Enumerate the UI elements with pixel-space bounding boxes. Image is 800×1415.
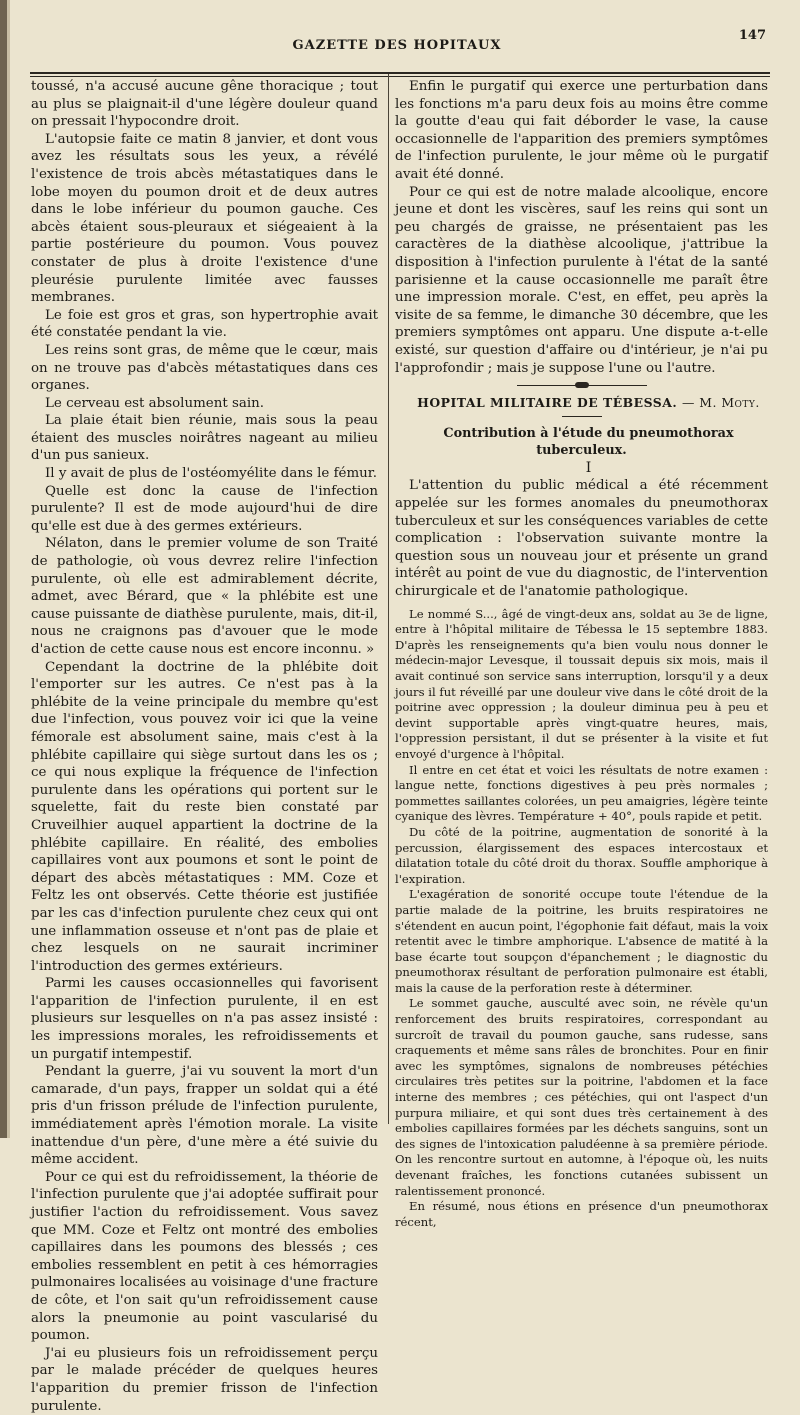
paragraph: En résumé, nous étions en présence d'un pneumothorax récent, <box>395 1199 768 1229</box>
paragraph: Pour ce qui est du refroidissement, la théorie de l'infection purulente que j'ai adoptée suffirait pour justifier l'action du refroidissement. Vous savez que MM. Coze et Feltz ont montré des embolies capillaires dans les poumons des blessés ; ces embolies ressemblent en petit à ces hémorragies pulmonaires localisées au voisinage d'une fracture de côte, et l'on sait qu'un refroidissement cause alors la pneumonie au point vascularisé du poumon. <box>31 1169 378 1344</box>
paragraph: Le sommet gauche, ausculté avec soin, ne révèle qu'un renforcement des bruits respiratoires, correspondant au surcroît de travail du poumon gauche, sans rudesse, sans craquements et même sans râles de bronchites. Pour en finir avec les symptômes, signalons de nombreuses pétéchies circulaires très petites sur la poitrine, l'abdomen et la face interne des membres ; ces pétéchies, qui ont l'aspect d'un purpura miliaire, et qui sont dues très certainement à des embolies capillaires formées par les déchets sanguins, sont un des signes de l'intoxication paludéenne à sa première période. On les rencontre surtout en automne, à l'époque où, les nuits devenant fraîches, les fonctions cutanées subissent un ralentissement prononcé. <box>395 996 768 1198</box>
section-heading <box>395 394 768 412</box>
paragraph: Parmi les causes occasionnelles qui favorisent l'apparition de l'infection purulente, il en est plusieurs sur lesquelles on n'a pas assez insisté : les impressions morales, les refroidissements et un purgatif intempestif. <box>31 976 378 1062</box>
paragraph: Pendant la guerre, j'ai vu souvent la mort d'un camarade, d'un pays, frapper un soldat qui a été pris d'un frisson prélude de l'infection purulente, immédiatement après l'émotion morale. La visite inattendue d'un père, d'une mère a été suivie du même accident. <box>31 1064 378 1168</box>
column-divider <box>388 74 389 1124</box>
paragraph: Il entre en cet état et voici les résultats de notre examen : langue nette, fonctions digestives à peu près normales ; pommettes saillantes colorées, un peu amaigries, légère teinte cyanique des lèvres. Température + 40°, pouls rapide et petit. <box>395 762 768 824</box>
short-rule <box>562 416 602 417</box>
intro-paragraph: L'attention du public médical a été récemment appelée sur les formes anomales du pneumothorax tuberculeux et sur les conséquences variables de cette complication : l'observation suivante montre la question sous un nouveau jour et présente un grand intérêt au point de vue du diagnostic, de l'intervention chirurgicale et de l'anatomie pathologique. <box>395 478 768 600</box>
paragraph: L'exagération de sonorité occupe toute l'étendue de la partie malade de la poitrine, les bruits respiratoires ne s'étendent en aucun point, l'égophonie fait défaut, mais la voix retentit avec le timbre amphorique. L'absence de matité à la base écarte tout soupçon d'épanchement ; le diagnostic du pneumothorax résultant de perforation pulmonaire est établi, mais la cause de la perforation reste à déterminer. <box>395 887 768 995</box>
observation-block <box>395 607 768 1231</box>
author-name: — M. Moty. <box>681 395 760 411</box>
section-ornament <box>517 385 647 390</box>
page-header <box>24 28 770 56</box>
paragraph: toussé, n'a accusé aucune gêne thoracique ; tout au plus se plaignait-il d'une légère douleur quand on pressait l'hypocondre droit. <box>31 79 378 130</box>
running-title: GAZETTE DES HOPITAUX <box>292 38 502 53</box>
header-rule <box>30 72 770 74</box>
header-rule-thin <box>30 76 770 77</box>
paragraph: Le cerveau est absolument sain. <box>45 395 264 411</box>
paragraph: L'autopsie faite ce matin 8 janvier, et dont vous avez les résultats sous les yeux, a révélé l'existence de trois abcès métastatiques dans le lobe moyen du poumon droit et de deux autres dans le lobe inférieur du poumon gauche. Ces abcès étaient sous-pleuraux et siégeaient à la partie postérieure du poumon. Vous pouvez constater de plus à droite l'existence d'une pleurésie purulente limitée avec fausses membranes. <box>31 131 378 306</box>
paragraph: Pour ce qui est de notre malade alcoolique, encore jeune et dont les viscères, sauf les reins qui sont un peu chargés de graisse, ne présentaient pas les caractères de la diathèse alcoolique, j'attribue la disposition à l'infection purulente à l'état de la santé parisienne et la cause occasionnelle me paraît être une impression morale. C'est, en effet, peu après la visite de sa femme, le dimanche 30 décembre, que les premiers symptômes ont apparu. Une dispute a-t-elle existé, sur question d'affaire ou d'intérieur, je n'ai pu l'approfondir ; mais je suppose l'une ou l'autre. <box>395 184 768 376</box>
paragraph: J'ai eu plusieurs fois un refroidissement perçu par le malade précéder de quelques heures l'apparition du premier frisson de l'infection purulente. <box>31 1345 378 1414</box>
paragraph: Nélaton, dans le premier volume de son Traité de pathologie, où vous devrez relire l'infection purulente, où elle est admirablement décrite, admet, avec Bérard, que « la phlébite est une cause puissante de diathèse purulente, mais, dit-il, nous ne craignons pas d'avouer que le mode d'action de cette cause nous est encore inconnu. » <box>31 536 378 657</box>
article-title: Contribution à l'étude du pneumothorax tuberculeux. <box>443 425 734 459</box>
section-numeral: I <box>585 459 592 476</box>
paragraph: Cependant la doctrine de la phlébite doit l'emporter sur les autres. Ce n'est pas à la phlébite de la veine principale du membre qu'est due l'infection, vous pouvez voir ici que la veine fémorale est absolument saine, mais c'est à la phlébite capillaire qui siège surtout dans les os ; ce qui nous explique la fréquence de l'infection purulente dans les opérations qui portent sur le squelette, fait du reste bien constaté par Cruveilhier auquel appartient la doctrine de la phlébite capillaire. En réalité, des embolies capillaires vont aux poumons et sont le point de départ des abcès métastatiques : MM. Coze et Feltz les ont observés. Cette théorie est justifiée par les cas d'infection purulente chez ceux qui ont une inflammation osseuse et n'ont pas de plaie et chez lesquels on ne saurait incriminer l'introduction des germes extérieurs. <box>31 659 378 974</box>
paragraph: La plaie était bien réunie, mais sous la peau étaient des muscles noirâtres nageant au milieu d'un pus sanieux. <box>31 413 378 464</box>
paragraph: Il y avait de plus de l'ostéomyélite dans le fémur. <box>45 466 377 482</box>
page-binding-shadow <box>7 0 10 1138</box>
paragraph: Le nommé S..., âgé de vingt-deux ans, soldat au 3e de ligne, entre à l'hôpital militaire de Tébessa le 15 septembre 1883. D'après les renseignements qu'a bien voulu nous donner le médecin-major Levesque, il toussait depuis six mois, mais il avait continué son service sans interruption, lorsqu'il y a deux jours il fut réveillé par une douleur vive dans le côté droit de la poitrine avec oppression ; la douleur diminua peu à peu et devint supportable après vingt-quatre heures, mais, l'oppression persistant, il dut se présenter à la visite et fut envoyé d'urgence à l'hôpital. <box>395 606 768 761</box>
page-binding-edge <box>0 0 7 1138</box>
paragraph: Le foie est gros et gras, son hypertrophie avait été constatée pendant la vie. <box>31 307 378 341</box>
paragraph: Enfin le purgatif qui exerce une perturbation dans les fonctions m'a paru deux fois au moins être comme la goutte d'eau qui fait déborder le vase, la cause occasionnelle de l'apparition des premiers symptômes de l'infection purulente, le jour même où le purgatif avait été donné. <box>395 79 768 182</box>
paragraph: Les reins sont gras, de même que le cœur, mais on ne trouve pas d'abcès métastatiques dans ces organes. <box>31 342 378 394</box>
paragraph: Du côté de la poitrine, augmentation de sonorité à la percussion, élargissement des espaces intercostaux et dilatation totale du côté droit du thorax. Souffle amphorique à l'expiration. <box>395 824 768 886</box>
hospital-name: HOPITAL MILITAIRE DE TÉBESSA. <box>417 395 678 411</box>
right-column <box>395 78 768 1230</box>
paragraph: Quelle est donc la cause de l'infection purulente? Il est de mode aujourd'hui de dire qu'elle est due à des germes extérieurs. <box>31 483 378 534</box>
left-column <box>31 78 378 1415</box>
page-number: 147 <box>738 28 766 43</box>
